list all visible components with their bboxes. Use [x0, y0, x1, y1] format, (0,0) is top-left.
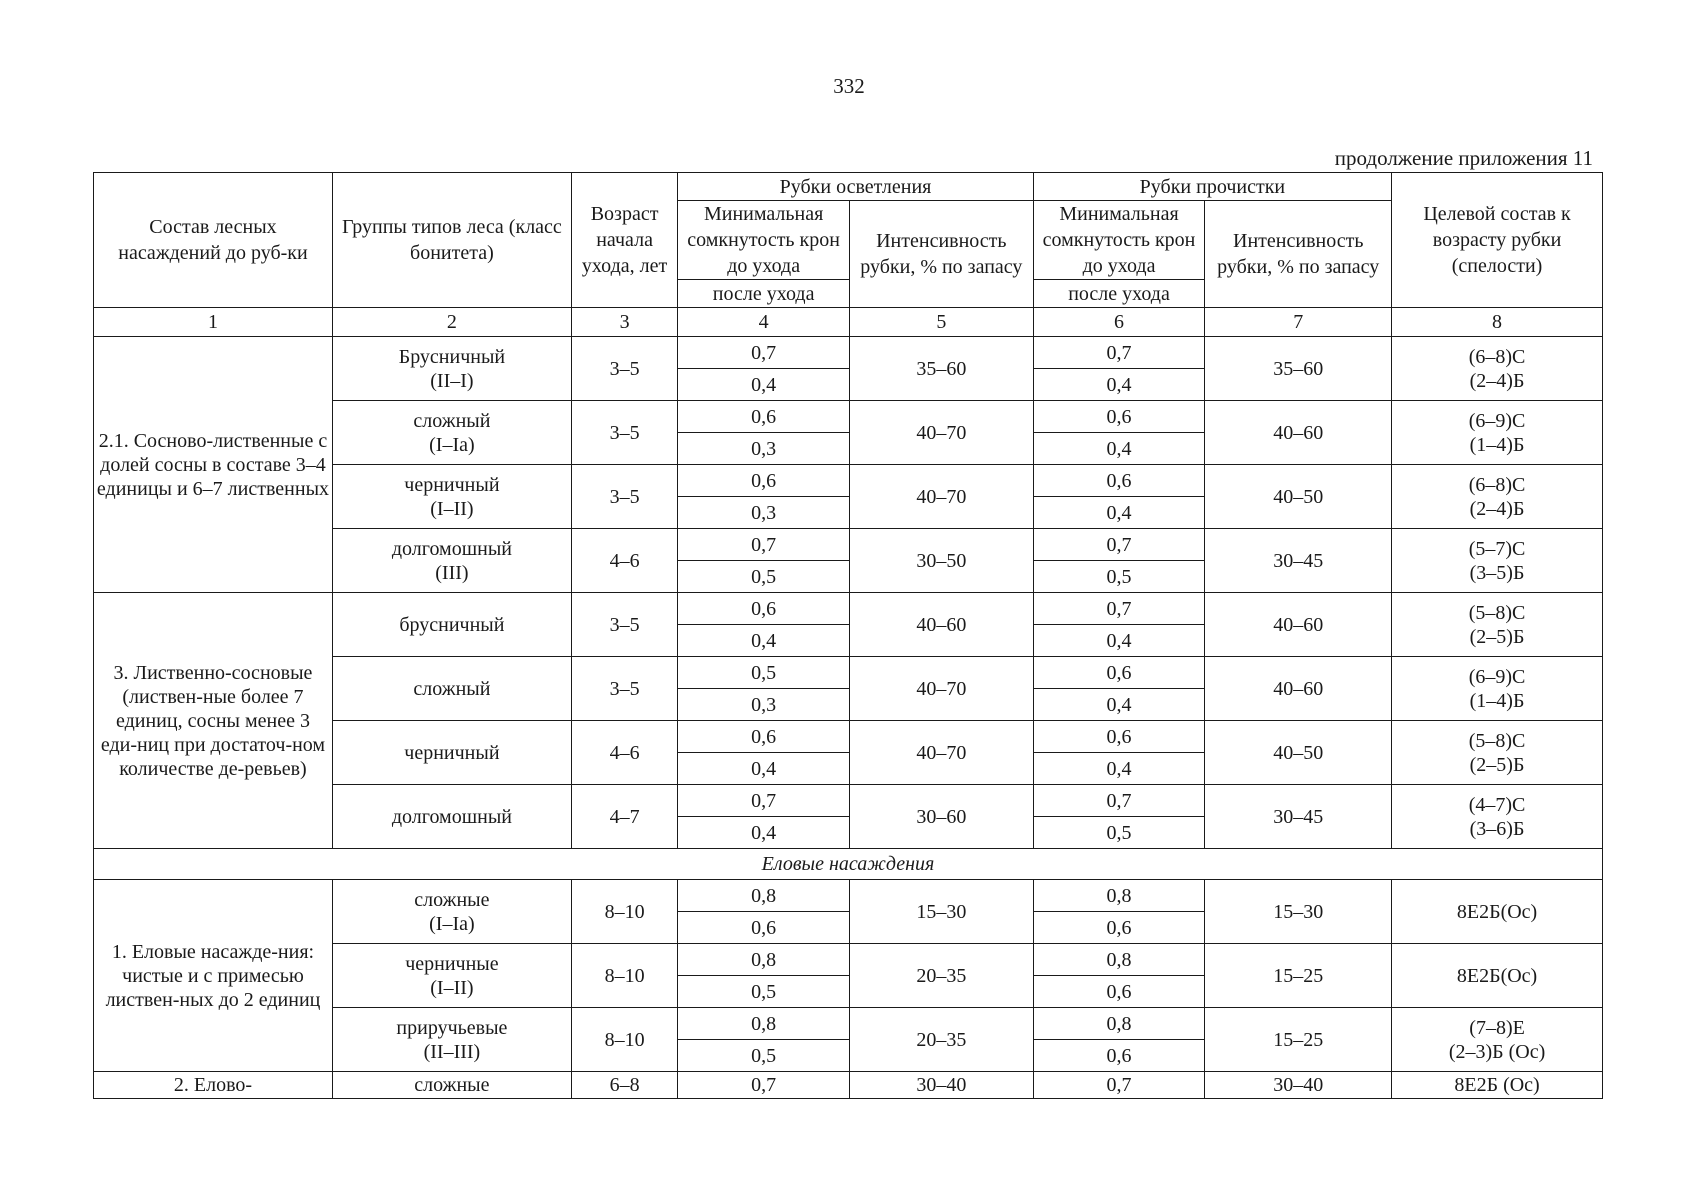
clearing-closure-before-cell: 0,7 [678, 529, 850, 561]
header-intensity: Интенсивность рубки, % по запасу [1205, 201, 1392, 308]
thinning-closure-before-cell: 0,7 [1033, 785, 1205, 817]
forest-type-line: брусничный [399, 613, 505, 636]
clearing-closure-before-cell: 0,7 [678, 1072, 850, 1099]
thinning-intensity-cell: 40–60 [1205, 657, 1392, 721]
target-composition-cell [1392, 944, 1603, 1008]
clearing-closure-after-cell: 0,5 [678, 1040, 850, 1072]
column-number: 8 [1392, 308, 1603, 337]
forest-type-cell [332, 880, 571, 944]
header-forest-type: Группы типов леса (класс бонитета) [332, 173, 571, 308]
start-age-cell: 3–5 [571, 337, 677, 401]
thinning-intensity-cell: 35–60 [1205, 337, 1392, 401]
clearing-closure-before-cell: 0,8 [678, 944, 850, 976]
thinning-intensity-cell: 15–25 [1205, 944, 1392, 1008]
column-number: 5 [849, 308, 1033, 337]
target-composition-line: (6–8)С [1468, 473, 1526, 496]
thinning-closure-before-cell: 0,6 [1033, 401, 1205, 433]
section-heading-row [94, 849, 1603, 880]
forest-type-line: сложный [413, 409, 491, 432]
stand-composition-cell: 2.1. Сосново-лиственные с долей сосны в составе 3–4 единицы и 6–7 лиственных [94, 337, 333, 593]
target-composition-cell [1392, 721, 1603, 785]
forest-type-line: черничный [404, 741, 500, 764]
target-composition-line: (2–4)Б [1469, 369, 1525, 392]
header-composition: Состав лесных насаждений до руб-ки [94, 173, 333, 308]
clearing-intensity-cell: 30–60 [849, 785, 1033, 849]
target-composition-cell [1392, 593, 1603, 657]
table-row [94, 593, 1603, 625]
forest-type-cell [332, 529, 571, 593]
clearing-closure-before-cell: 0,7 [678, 337, 850, 369]
forest-type-line: (I–II) [430, 976, 474, 999]
header-start-age: Возраст начала ухода, лет [571, 173, 677, 308]
thinning-closure-before-cell: 0,8 [1033, 1008, 1205, 1040]
forest-type-line: (II–I) [430, 369, 474, 392]
thinning-intensity-cell: 40–60 [1205, 593, 1392, 657]
target-composition-line: (2–4)Б [1469, 497, 1525, 520]
clearing-closure-after-cell: 0,4 [678, 369, 850, 401]
clearing-intensity-cell: 40–70 [849, 465, 1033, 529]
target-composition-line: (5–8)С [1468, 601, 1526, 624]
thinning-closure-before-cell: 0,7 [1033, 593, 1205, 625]
header-clearing-cuts: Рубки осветления [678, 173, 1033, 201]
start-age-cell: 8–10 [571, 1008, 677, 1072]
thinning-closure-after-cell: 0,4 [1033, 625, 1205, 657]
thinning-closure-after-cell: 0,6 [1033, 1040, 1205, 1072]
table-row [94, 880, 1603, 912]
thinning-intensity-cell: 30–40 [1205, 1072, 1392, 1099]
forest-type-cell [332, 593, 571, 657]
target-composition-line: (1–4)Б [1469, 433, 1525, 456]
target-composition-cell [1392, 337, 1603, 401]
column-number: 4 [678, 308, 850, 337]
clearing-intensity-cell: 40–60 [849, 593, 1033, 657]
thinning-closure-before-cell: 0,7 [1033, 529, 1205, 561]
thinning-closure-after-cell: 0,4 [1033, 689, 1205, 721]
forestry-table [93, 172, 1603, 1099]
target-composition-line: (6–9)С [1468, 665, 1526, 688]
clearing-closure-before-cell: 0,7 [678, 785, 850, 817]
header-after-care: после ухода [678, 280, 850, 308]
forest-type-line: (I–II) [430, 497, 474, 520]
forest-type-line: приручьевые [396, 1016, 508, 1039]
clearing-closure-before-cell: 0,6 [678, 465, 850, 497]
clearing-intensity-cell: 20–35 [849, 944, 1033, 1008]
clearing-intensity-cell: 40–70 [849, 721, 1033, 785]
target-composition-line: 8Е2Б(Ос) [1456, 900, 1538, 923]
start-age-cell: 3–5 [571, 657, 677, 721]
forest-type-cell [332, 465, 571, 529]
thinning-closure-before-cell: 0,6 [1033, 721, 1205, 753]
target-composition-line: (6–8)С [1468, 345, 1526, 368]
thinning-closure-before-cell: 0,7 [1033, 1072, 1205, 1099]
forest-type-line: (I–Ia) [429, 433, 475, 456]
forest-type-line: сложный [413, 677, 491, 700]
target-composition-line: (2–5)Б [1469, 753, 1525, 776]
forest-type-cell [332, 657, 571, 721]
thinning-closure-after-cell: 0,4 [1033, 497, 1205, 529]
start-age-cell: 6–8 [571, 1072, 677, 1099]
clearing-intensity-cell: 15–30 [849, 880, 1033, 944]
table-row [94, 337, 1603, 369]
continuation-caption: продолжение приложения 11 [1334, 146, 1593, 170]
page-number: 332 [833, 74, 865, 98]
target-composition-line: (3–6)Б [1469, 817, 1525, 840]
thinning-intensity-cell: 15–25 [1205, 1008, 1392, 1072]
column-number: 3 [571, 308, 677, 337]
clearing-closure-after-cell: 0,6 [678, 912, 850, 944]
thinning-intensity-cell: 40–60 [1205, 401, 1392, 465]
clearing-closure-before-cell: 0,6 [678, 401, 850, 433]
header-intensity: Интенсивность рубки, % по запасу [849, 201, 1033, 308]
forest-type-cell [332, 785, 571, 849]
column-number: 1 [94, 308, 333, 337]
target-composition-cell: 8Е2Б (Ос) [1392, 1072, 1603, 1099]
target-composition-line: (5–8)С [1468, 729, 1526, 752]
clearing-closure-before-cell: 0,8 [678, 880, 850, 912]
forest-type-line: сложные [414, 888, 490, 911]
forest-type-line: (I–Ia) [429, 912, 475, 935]
forest-type-cell [332, 1008, 571, 1072]
header-thinning-cuts: Рубки прочистки [1033, 173, 1391, 201]
clearing-intensity-cell: 30–50 [849, 529, 1033, 593]
target-composition-cell [1392, 465, 1603, 529]
target-composition-cell [1392, 657, 1603, 721]
forest-type-cell [332, 337, 571, 401]
clearing-closure-after-cell: 0,4 [678, 625, 850, 657]
thinning-intensity-cell: 30–45 [1205, 529, 1392, 593]
thinning-closure-after-cell: 0,5 [1033, 561, 1205, 593]
clearing-intensity-cell: 35–60 [849, 337, 1033, 401]
forest-type-cell [332, 721, 571, 785]
thinning-closure-after-cell: 0,6 [1033, 976, 1205, 1008]
forest-type-line: черничный [404, 473, 500, 496]
clearing-intensity-cell: 40–70 [849, 401, 1033, 465]
clearing-intensity-cell: 30–40 [849, 1072, 1033, 1099]
target-composition-line: (3–5)Б [1469, 561, 1525, 584]
table-row [94, 1072, 1603, 1099]
target-composition-line: (4–7)С [1468, 793, 1526, 816]
thinning-closure-before-cell: 0,6 [1033, 657, 1205, 689]
clearing-intensity-cell: 40–70 [849, 657, 1033, 721]
clearing-closure-after-cell: 0,3 [678, 433, 850, 465]
column-number: 7 [1205, 308, 1392, 337]
thinning-closure-after-cell: 0,4 [1033, 369, 1205, 401]
forest-type-line: черничные [405, 952, 499, 975]
thinning-intensity-cell: 40–50 [1205, 465, 1392, 529]
thinning-closure-before-cell: 0,6 [1033, 465, 1205, 497]
target-composition-cell [1392, 880, 1603, 944]
target-composition-cell [1392, 1008, 1603, 1072]
forest-type-line: (III) [435, 561, 469, 584]
target-composition-cell [1392, 401, 1603, 465]
thinning-closure-before-cell: 0,8 [1033, 944, 1205, 976]
thinning-closure-after-cell: 0,6 [1033, 912, 1205, 944]
clearing-closure-before-cell: 0,6 [678, 593, 850, 625]
forest-type-cell [332, 944, 571, 1008]
header-target-composition: Целевой состав к возрасту рубки (спелости) [1392, 173, 1603, 308]
target-composition-line: (5–7)С [1468, 537, 1526, 560]
clearing-closure-before-cell: 0,8 [678, 1008, 850, 1040]
header-min-closure: Минимальная сомкнутость крон до ухода [678, 201, 850, 280]
start-age-cell: 3–5 [571, 593, 677, 657]
column-number: 6 [1033, 308, 1205, 337]
forest-type-line: долгомошный [391, 537, 512, 560]
target-composition-cell [1392, 529, 1603, 593]
target-composition-line: (6–9)С [1468, 409, 1526, 432]
thinning-closure-after-cell: 0,5 [1033, 817, 1205, 849]
start-age-cell: 3–5 [571, 401, 677, 465]
clearing-intensity-cell: 20–35 [849, 1008, 1033, 1072]
clearing-closure-after-cell: 0,3 [678, 689, 850, 721]
start-age-cell: 4–7 [571, 785, 677, 849]
target-composition-line: (7–8)Е [1469, 1016, 1525, 1039]
clearing-closure-before-cell: 0,6 [678, 721, 850, 753]
start-age-cell: 4–6 [571, 721, 677, 785]
target-composition-cell [1392, 785, 1603, 849]
thinning-intensity-cell: 40–50 [1205, 721, 1392, 785]
thinning-closure-before-cell: 0,7 [1033, 337, 1205, 369]
forest-type-cell: сложные [332, 1072, 571, 1099]
header-after-care: после ухода [1033, 280, 1205, 308]
header-row [94, 173, 1603, 201]
thinning-closure-after-cell: 0,4 [1033, 433, 1205, 465]
stand-composition-cell: 2. Елово- [94, 1072, 333, 1099]
forest-type-line: долгомошный [391, 805, 512, 828]
target-composition-line: (2–5)Б [1469, 625, 1525, 648]
clearing-closure-after-cell: 0,3 [678, 497, 850, 529]
section-heading: Еловые насаждения [94, 849, 1603, 880]
start-age-cell: 8–10 [571, 880, 677, 944]
forest-type-line: (II–III) [423, 1040, 481, 1063]
column-number: 2 [332, 308, 571, 337]
thinning-intensity-cell: 15–30 [1205, 880, 1392, 944]
thinning-closure-after-cell: 0,4 [1033, 753, 1205, 785]
thinning-closure-before-cell: 0,8 [1033, 880, 1205, 912]
start-age-cell: 8–10 [571, 944, 677, 1008]
clearing-closure-after-cell: 0,5 [678, 976, 850, 1008]
clearing-closure-before-cell: 0,5 [678, 657, 850, 689]
clearing-closure-after-cell: 0,4 [678, 817, 850, 849]
clearing-closure-after-cell: 0,4 [678, 753, 850, 785]
stand-composition-cell: 3. Лиственно-сосновые (листвен-ные более 7 единиц, сосны менее 3 еди-ниц при достаточ-ном количестве де-ревьев) [94, 593, 333, 849]
start-age-cell: 3–5 [571, 465, 677, 529]
column-number-row [94, 308, 1603, 337]
forest-type-line: Брусничный [398, 345, 506, 368]
target-composition-line: (1–4)Б [1469, 689, 1525, 712]
stand-composition-cell: 1. Еловые насажде-ния: чистые и с примесью листвен-ных до 2 единиц [94, 880, 333, 1072]
clearing-closure-after-cell: 0,5 [678, 561, 850, 593]
start-age-cell: 4–6 [571, 529, 677, 593]
target-composition-line: 8Е2Б(Ос) [1456, 964, 1538, 987]
target-composition-line: (2–3)Б (Ос) [1448, 1040, 1546, 1063]
forest-type-cell [332, 401, 571, 465]
header-min-closure: Минимальная сомкнутость крон до ухода [1033, 201, 1205, 280]
thinning-intensity-cell: 30–45 [1205, 785, 1392, 849]
